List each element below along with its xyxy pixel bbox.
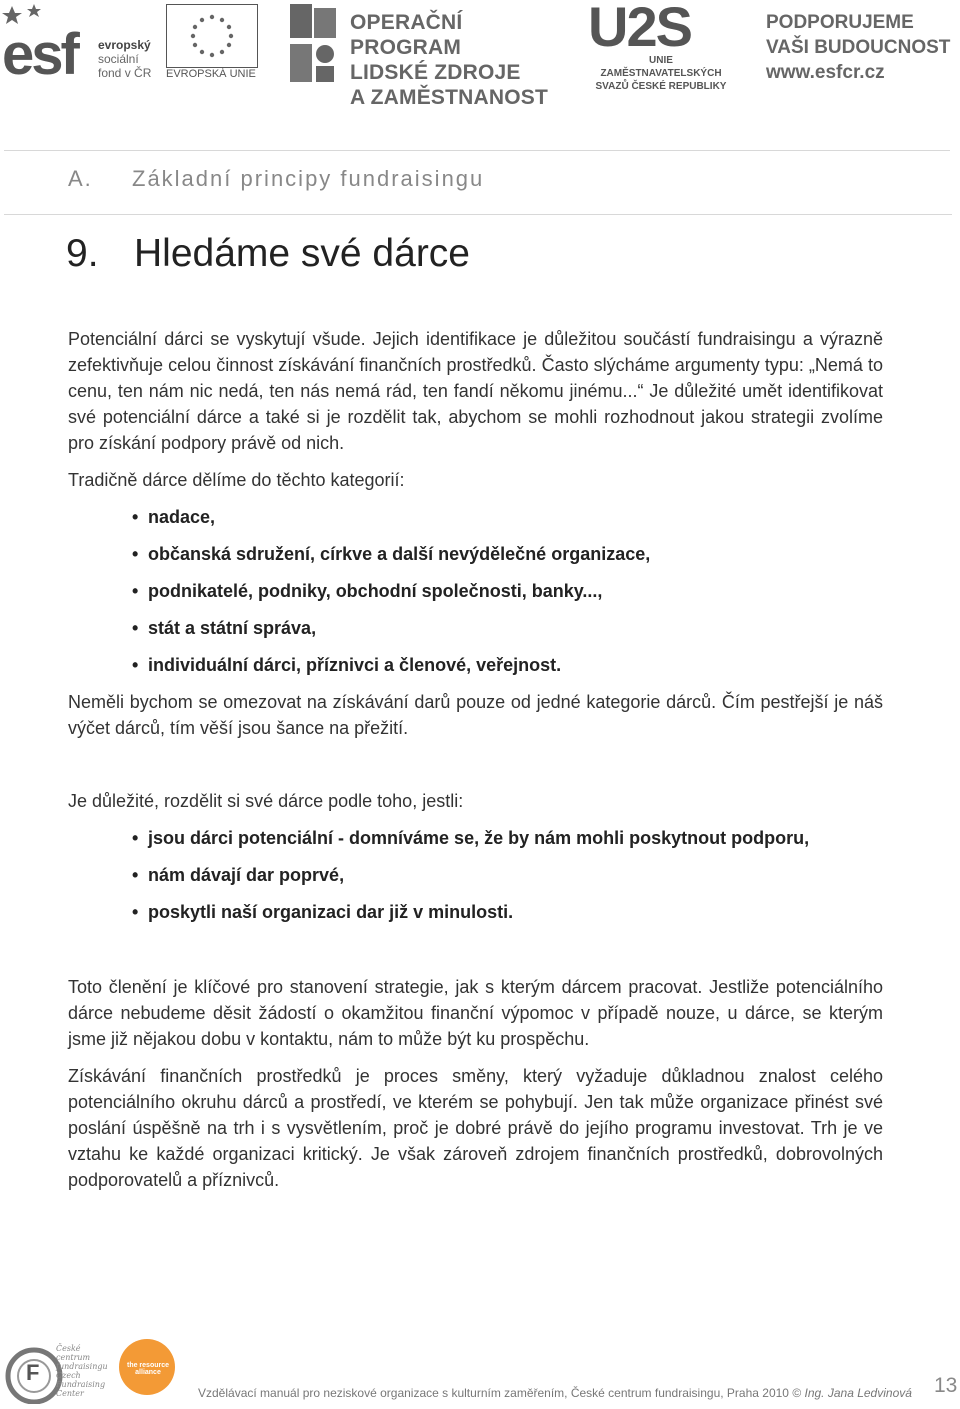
ccf-letter: F bbox=[26, 1360, 40, 1385]
esf-logo bbox=[2, 4, 162, 87]
uzs-logo bbox=[588, 0, 738, 92]
uzs-line1: UNIE ZAMĚSTNAVATELSKÝCH bbox=[600, 55, 722, 79]
header bbox=[0, 0, 960, 109]
esf-letters: esf bbox=[2, 22, 77, 87]
list-item: • individuální dárci, příznivci a členové, veřejnost. bbox=[68, 652, 883, 678]
footer-citation bbox=[198, 1386, 912, 1400]
op-logo bbox=[288, 4, 568, 109]
op-line3: A ZAMĚSTNANOST bbox=[350, 86, 549, 109]
footer bbox=[0, 1330, 960, 1402]
resource-alliance-caption: the resource alliance bbox=[126, 1362, 170, 1376]
section-heading bbox=[68, 166, 484, 192]
list-item: • poskytli naší organizaci dar již v minulosti. bbox=[68, 899, 883, 925]
ccf-logo bbox=[4, 1340, 108, 1404]
list-item: • občanská sdružení, církve a další nevýdělečné organizace, bbox=[68, 541, 883, 578]
eu-logo bbox=[166, 4, 258, 82]
split-intro: Je důležité, rozdělit si své dárce podle toho, jestli: bbox=[68, 791, 464, 811]
op-figure-icon bbox=[288, 4, 338, 82]
footer-text: Vzdělávací manuál pro neziskové organizace s kulturním zaměřením, České centrum fundraisingu, Praha 2010 bbox=[198, 1386, 789, 1400]
eu-label: EVROPSKÁ UNIE bbox=[166, 68, 256, 80]
esf-line2: sociální bbox=[98, 52, 139, 66]
uzs-caption bbox=[588, 54, 734, 93]
copyright-symbol: © bbox=[792, 1386, 802, 1400]
categories-intro: Tradičně dárce dělíme do těchto kategorií: bbox=[68, 470, 405, 490]
eu-flag-icon bbox=[166, 4, 258, 68]
donor-types-list bbox=[68, 825, 883, 925]
esf-line1: evropský bbox=[98, 38, 151, 52]
esf-line3: fond v ČR bbox=[98, 66, 152, 80]
op-line2: LIDSKÉ ZDROJE bbox=[350, 61, 521, 84]
main-content bbox=[68, 326, 883, 1204]
op-title bbox=[350, 10, 568, 110]
list-item: • jsou dárci potenciální - domníváme se, že by nám mohli poskytnout podporu, bbox=[68, 825, 883, 862]
list-item: • stát a státní správa, bbox=[68, 615, 883, 652]
page-number: 13 bbox=[934, 1374, 958, 1397]
intro-paragraph: Potenciální dárci se vyskytují všude. Jejich identifikace je důležitou součástí fundraisingu a výrazně zefektivňuje celou činnost získávání finančních prostředků. Často slýcháme argumenty typu: „Nemá to cenu, ten nám nic nedá, ten nás nemá rád, ten fandí někomu jinému...“ Je důležité umět identifikovat své potenciální dárce a také si je rozdělit tak, abychom se mohli rozhodnout jakou strategii zvolíme pro získání podpory právě od nich. bbox=[68, 329, 883, 453]
footer-author: Ing. Jana Ledvinová bbox=[804, 1386, 912, 1400]
section-divider bbox=[4, 214, 952, 215]
slogan-line1: PODPORUJEME bbox=[766, 12, 914, 33]
strategy-paragraph: Toto členění je klíčové pro stanovení strategie, jak s kterým dárcem pracovat. Jestliže potenciálního dárce nebudeme děsit žádostí o okamžitou finanční výpomoc v případě nouze, u dárce, se kterým jsme již nějakou dobu v kontaktu, nám to může být ku prospěchu. bbox=[68, 977, 883, 1049]
esf-caption bbox=[98, 38, 151, 80]
slogan-line2: VAŠI BUDOUCNOST bbox=[766, 37, 951, 58]
spacer bbox=[68, 936, 883, 974]
list-item: • podnikatelé, podniky, obchodní společnosti, banky..., bbox=[68, 578, 883, 615]
section-title: Základní principy fundraisingu bbox=[132, 166, 485, 191]
spacer bbox=[68, 752, 883, 788]
closing-paragraph: Získávání finančních prostředků je proces směny, který vyžaduje důkladnou znalost celého potenciálního okruhu dárců a prostředí, ve kterém se pohybují. Jen tak může organizace přinést své poslání úspěšně na trh i s vysvětlením, proč je dobré právě do jejího programu investovat. Trh je ve vztahu ke každé organizaci kritický. Je však zároveň zdrojem finančních prostředků, dobrovolných podporovatelů a příznivců. bbox=[68, 1066, 883, 1190]
slogan bbox=[766, 10, 956, 86]
resource-alliance-logo bbox=[118, 1338, 176, 1396]
chapter-number: 9. bbox=[66, 232, 99, 275]
page-title bbox=[66, 232, 470, 276]
uzs-letters: U2S bbox=[588, 0, 691, 58]
chapter-title: Hledáme své dárce bbox=[134, 232, 470, 275]
top-divider bbox=[4, 150, 950, 151]
categories-list bbox=[68, 504, 883, 678]
section-letter: A. bbox=[68, 166, 93, 191]
slogan-url[interactable]: www.esfcr.cz bbox=[766, 62, 885, 83]
list-item: • nadace, bbox=[68, 504, 883, 541]
op-line1: OPERAČNÍ PROGRAM bbox=[350, 11, 463, 59]
uzs-line2: SVAZŮ ČESKÉ REPUBLIKY bbox=[595, 81, 727, 92]
categories-outro: Neměli bychom se omezovat na získávání darů pouze od jedné kategorie dárců. Čím pestřejší je náš výčet dárců, tím věší jsou šance na přežití. bbox=[68, 692, 883, 738]
list-item: • nám dávají dar poprvé, bbox=[68, 862, 883, 899]
ccf-caption: České centrum fundraisingu Czech Fundraising Center bbox=[56, 1344, 108, 1398]
